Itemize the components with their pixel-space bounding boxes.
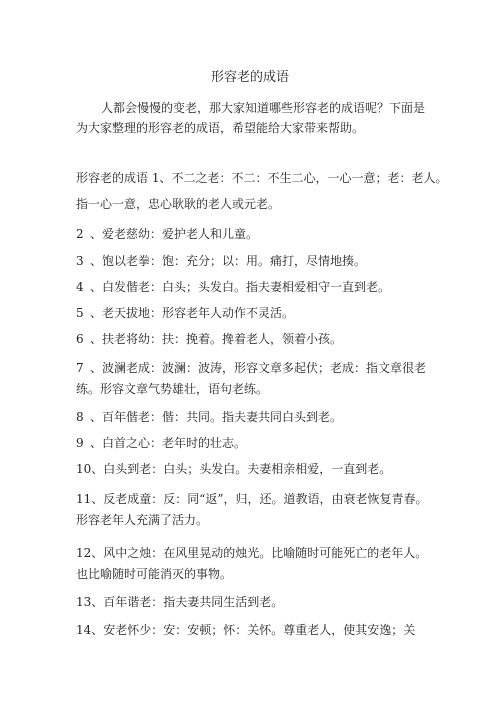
entry-number: 6	[76, 332, 84, 346]
entry-number: 8	[76, 410, 84, 424]
document-title: 形容老的成语	[210, 70, 289, 85]
intro-paragraph	[76, 98, 426, 138]
entry-text: 、安老怀少：安：安顿；怀：关怀。尊重老人，使其安逸；关	[91, 623, 416, 637]
entry-text: 、饱以老拳：饱：充分；以：用。痛打，尽情地揍。	[90, 254, 367, 268]
entry-text: 、老天拔地：形容老年人动作不灵活。	[90, 306, 295, 320]
idiom-entry	[76, 224, 428, 245]
idiom-entry	[76, 433, 428, 454]
entry-text: 、百年偕老：偕：共同。指夫妻共同白头到老。	[90, 410, 343, 424]
entry-text: 、反老成童：反：同“返”，归，还。道教语，由衰老恢复青春。	[91, 492, 428, 506]
entry-continuation: 形容老年人充满了活力。	[76, 513, 209, 527]
idiom-entry	[76, 251, 428, 272]
entry-number: 11	[76, 492, 92, 506]
idiom-entry	[76, 358, 428, 400]
intro-line-1: 人都会慢慢的变老，那大家知道哪些形容老的成语呢？下面是	[101, 101, 426, 115]
idiom-entry	[76, 329, 428, 350]
idiom-entry	[76, 592, 428, 613]
entry-number: 10	[76, 462, 92, 476]
entry-text: 、白头到老：白头；头发白。夫妻相亲相爱，一直到老。	[91, 462, 392, 476]
entry-text: 形容老的成语 1、不二之老：不二：不生二心，一心一意；老：老人。	[76, 171, 448, 185]
entry-number: 13	[76, 595, 92, 609]
entry-number: 5	[76, 306, 84, 320]
entry-number: 2	[76, 227, 84, 241]
entry-continuation: 也比喻随时可能消灭的事物。	[76, 567, 233, 581]
entry-number: 12	[76, 546, 92, 560]
entry-number: 14	[76, 623, 92, 637]
idiom-entry	[76, 620, 428, 641]
entry-text: 、爱老慈幼：爱护老人和儿童。	[90, 227, 259, 241]
entry-text: 、波澜老成：波澜：波涛，形容文章多起伏；老成：指文章很老	[90, 361, 427, 375]
idiom-entry	[76, 543, 428, 585]
entry-number: 4	[76, 280, 84, 294]
entry-text: 、白发偕老：白头；头发白。指夫妻相爱相守一直到老。	[90, 280, 391, 294]
entry-number: 9	[76, 436, 84, 450]
entry-text: 、扶老将幼：扶：挽着。搀着老人，领着小孩。	[90, 332, 343, 346]
idiom-entry	[76, 407, 428, 428]
idiom-entry	[76, 303, 428, 324]
intro-line-2: 为大家整理的形容老的成语，希望能给大家带来帮助。	[76, 121, 365, 135]
entry-number: 3	[76, 254, 84, 268]
entry-continuation: 指一心一意，忠心耿耿的老人或元老。	[76, 197, 281, 211]
idiom-entry	[76, 459, 428, 480]
entry-number: 7	[76, 361, 84, 375]
idiom-entry	[76, 168, 448, 215]
entry-text: 、风中之烛：在风里晃动的烛光。比喻随时可能死亡的老年人。	[91, 546, 428, 560]
idiom-entry	[76, 489, 428, 531]
idiom-entry	[76, 277, 428, 298]
entry-text: 、百年谐老：指夫妻共同生活到老。	[91, 595, 284, 609]
entry-continuation: 练。形容文章气势雄壮，语句老练。	[76, 382, 269, 396]
entry-text: 、白首之心：老年时的壮志。	[90, 436, 247, 450]
